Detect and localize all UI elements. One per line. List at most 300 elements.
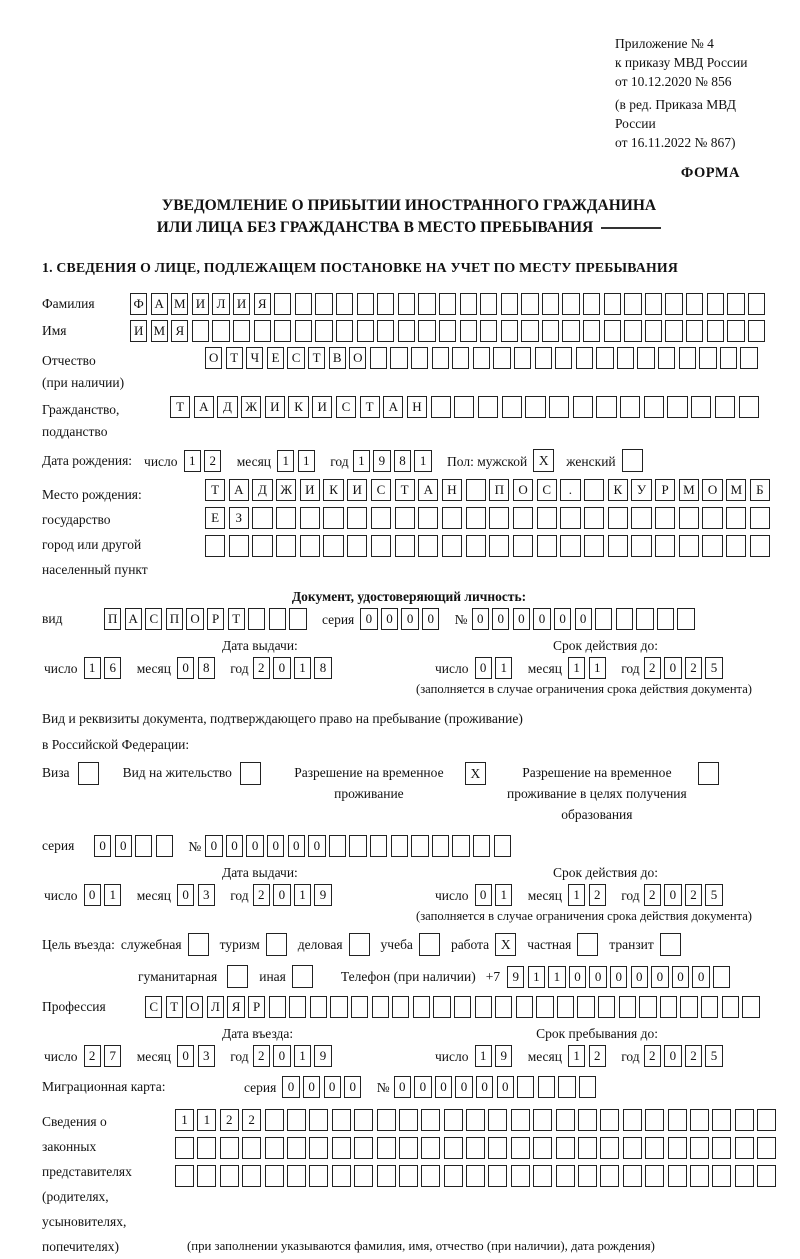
char-cell[interactable]: Н	[407, 396, 427, 418]
char-cell[interactable]	[511, 1109, 530, 1131]
char-cell[interactable]	[757, 1165, 776, 1187]
char-cell[interactable]: М	[151, 320, 168, 342]
char-cell[interactable]: 0	[651, 966, 668, 988]
char-cell[interactable]: А	[383, 396, 403, 418]
char-cell[interactable]	[330, 996, 347, 1018]
char-cell[interactable]: 7	[104, 1045, 121, 1067]
char-cell[interactable]: 1	[568, 884, 585, 906]
char-cell[interactable]: Т	[170, 396, 190, 418]
char-cell[interactable]: Т	[166, 996, 183, 1018]
char-cell[interactable]	[668, 1165, 687, 1187]
char-cell[interactable]: 1	[298, 450, 315, 472]
char-cell[interactable]	[511, 1137, 530, 1159]
char-cell[interactable]	[516, 996, 533, 1018]
char-cell[interactable]	[619, 996, 636, 1018]
char-cell[interactable]	[233, 320, 250, 342]
char-cell[interactable]	[655, 535, 675, 557]
char-cell[interactable]: 0	[610, 966, 627, 988]
purpose-humanitarian-checkbox[interactable]	[227, 965, 248, 988]
char-cell[interactable]	[265, 1165, 284, 1187]
char-cell[interactable]	[533, 1137, 552, 1159]
char-cell[interactable]	[655, 507, 675, 529]
char-cell[interactable]	[398, 293, 415, 315]
char-cell[interactable]: 0	[569, 966, 586, 988]
char-cell[interactable]	[494, 835, 511, 857]
char-cell[interactable]	[690, 1165, 709, 1187]
char-cell[interactable]	[608, 535, 628, 557]
char-cell[interactable]	[315, 293, 332, 315]
char-cell[interactable]	[431, 396, 451, 418]
char-cell[interactable]	[460, 320, 477, 342]
char-cell[interactable]	[399, 1165, 418, 1187]
char-cell[interactable]	[501, 320, 518, 342]
char-cell[interactable]	[757, 1137, 776, 1159]
char-cell[interactable]	[466, 479, 486, 501]
char-cell[interactable]	[726, 507, 746, 529]
char-cell[interactable]	[645, 293, 662, 315]
char-cell[interactable]	[377, 1165, 396, 1187]
char-cell[interactable]: В	[329, 347, 346, 369]
char-cell[interactable]	[623, 1109, 642, 1131]
char-cell[interactable]	[712, 1137, 731, 1159]
char-cell[interactable]: С	[371, 479, 391, 501]
char-cell[interactable]: .	[560, 479, 580, 501]
visa-checkbox[interactable]	[78, 762, 99, 785]
char-cell[interactable]	[562, 293, 579, 315]
char-cell[interactable]: 0	[177, 657, 194, 679]
char-cell[interactable]	[727, 293, 744, 315]
char-cell[interactable]	[269, 996, 286, 1018]
char-cell[interactable]	[578, 1109, 597, 1131]
char-cell[interactable]	[421, 1165, 440, 1187]
char-cell[interactable]	[421, 1137, 440, 1159]
char-cell[interactable]: С	[145, 996, 162, 1018]
char-cell[interactable]	[623, 1165, 642, 1187]
char-cell[interactable]: Я	[254, 293, 271, 315]
char-cell[interactable]	[707, 320, 724, 342]
char-cell[interactable]	[399, 1109, 418, 1131]
char-cell[interactable]	[192, 320, 209, 342]
char-cell[interactable]	[354, 1109, 373, 1131]
char-cell[interactable]	[576, 347, 593, 369]
char-cell[interactable]	[560, 507, 580, 529]
char-cell[interactable]	[295, 320, 312, 342]
char-cell[interactable]	[488, 1137, 507, 1159]
char-cell[interactable]	[542, 293, 559, 315]
char-cell[interactable]	[556, 1165, 575, 1187]
char-cell[interactable]: 9	[495, 1045, 512, 1067]
char-cell[interactable]: 9	[314, 1045, 331, 1067]
char-cell[interactable]: 9	[373, 450, 390, 472]
char-cell[interactable]	[707, 293, 724, 315]
char-cell[interactable]	[735, 1165, 754, 1187]
char-cell[interactable]	[525, 396, 545, 418]
char-cell[interactable]	[466, 1165, 485, 1187]
char-cell[interactable]	[444, 1109, 463, 1131]
char-cell[interactable]: 3	[198, 1045, 215, 1067]
char-cell[interactable]	[596, 347, 613, 369]
char-cell[interactable]	[390, 347, 407, 369]
char-cell[interactable]: 9	[314, 884, 331, 906]
char-cell[interactable]	[175, 1137, 194, 1159]
char-cell[interactable]: 2	[644, 657, 661, 679]
char-cell[interactable]	[750, 507, 770, 529]
char-cell[interactable]	[722, 996, 739, 1018]
char-cell[interactable]	[735, 1109, 754, 1131]
char-cell[interactable]	[347, 507, 367, 529]
char-cell[interactable]	[489, 507, 509, 529]
char-cell[interactable]: 1	[277, 450, 294, 472]
char-cell[interactable]	[466, 1109, 485, 1131]
char-cell[interactable]	[639, 996, 656, 1018]
char-cell[interactable]	[537, 507, 557, 529]
char-cell[interactable]: 1	[294, 884, 311, 906]
char-cell[interactable]: 0	[497, 1076, 514, 1098]
char-cell[interactable]: 2	[685, 884, 702, 906]
char-cell[interactable]	[513, 507, 533, 529]
char-cell[interactable]	[332, 1165, 351, 1187]
char-cell[interactable]: 3	[198, 884, 215, 906]
char-cell[interactable]	[480, 293, 497, 315]
char-cell[interactable]	[300, 507, 320, 529]
char-cell[interactable]	[274, 320, 291, 342]
char-cell[interactable]	[583, 293, 600, 315]
char-cell[interactable]: П	[104, 608, 121, 630]
char-cell[interactable]: Т	[308, 347, 325, 369]
char-cell[interactable]	[680, 996, 697, 1018]
char-cell[interactable]: 1	[475, 1045, 492, 1067]
char-cell[interactable]	[452, 835, 469, 857]
char-cell[interactable]: И	[130, 320, 147, 342]
char-cell[interactable]: 0	[324, 1076, 341, 1098]
char-cell[interactable]: 6	[104, 657, 121, 679]
char-cell[interactable]	[521, 320, 538, 342]
char-cell[interactable]: 1	[495, 884, 512, 906]
male-checkbox[interactable]: X	[533, 449, 554, 472]
char-cell[interactable]	[332, 1109, 351, 1131]
char-cell[interactable]	[466, 535, 486, 557]
char-cell[interactable]: 1	[568, 1045, 585, 1067]
char-cell[interactable]	[660, 996, 677, 1018]
char-cell[interactable]: 0	[177, 884, 194, 906]
char-cell[interactable]: С	[336, 396, 356, 418]
char-cell[interactable]: 8	[394, 450, 411, 472]
char-cell[interactable]	[391, 835, 408, 857]
char-cell[interactable]: 1	[294, 657, 311, 679]
char-cell[interactable]	[624, 320, 641, 342]
char-cell[interactable]: Л	[212, 293, 229, 315]
char-cell[interactable]	[690, 1109, 709, 1131]
char-cell[interactable]: 0	[575, 608, 592, 630]
char-cell[interactable]: Ф	[130, 293, 147, 315]
char-cell[interactable]: 0	[414, 1076, 431, 1098]
char-cell[interactable]	[542, 320, 559, 342]
char-cell[interactable]	[691, 396, 711, 418]
char-cell[interactable]	[533, 1109, 552, 1131]
char-cell[interactable]	[579, 1076, 596, 1098]
char-cell[interactable]	[395, 507, 415, 529]
temp-residence-edu-checkbox[interactable]	[698, 762, 719, 785]
char-cell[interactable]: А	[151, 293, 168, 315]
char-cell[interactable]	[702, 535, 722, 557]
char-cell[interactable]	[600, 1137, 619, 1159]
char-cell[interactable]: 1	[568, 657, 585, 679]
char-cell[interactable]: Т	[228, 608, 245, 630]
char-cell[interactable]	[276, 535, 296, 557]
char-cell[interactable]	[598, 996, 615, 1018]
char-cell[interactable]	[536, 996, 553, 1018]
char-cell[interactable]	[452, 347, 469, 369]
char-cell[interactable]	[596, 396, 616, 418]
char-cell[interactable]	[329, 835, 346, 857]
char-cell[interactable]	[493, 347, 510, 369]
char-cell[interactable]	[370, 347, 387, 369]
char-cell[interactable]	[667, 396, 687, 418]
char-cell[interactable]: И	[265, 396, 285, 418]
female-checkbox[interactable]	[622, 449, 643, 472]
char-cell[interactable]	[699, 347, 716, 369]
char-cell[interactable]	[480, 320, 497, 342]
char-cell[interactable]	[287, 1109, 306, 1131]
char-cell[interactable]	[347, 535, 367, 557]
char-cell[interactable]: О	[205, 347, 222, 369]
char-cell[interactable]: К	[608, 479, 628, 501]
char-cell[interactable]: Ж	[241, 396, 261, 418]
char-cell[interactable]	[418, 535, 438, 557]
char-cell[interactable]	[377, 1137, 396, 1159]
char-cell[interactable]: Я	[227, 996, 244, 1018]
char-cell[interactable]	[537, 535, 557, 557]
char-cell[interactable]	[631, 535, 651, 557]
char-cell[interactable]: О	[702, 479, 722, 501]
char-cell[interactable]	[398, 320, 415, 342]
char-cell[interactable]	[439, 293, 456, 315]
char-cell[interactable]: П	[166, 608, 183, 630]
char-cell[interactable]: 0	[476, 1076, 493, 1098]
char-cell[interactable]	[323, 507, 343, 529]
char-cell[interactable]: Ч	[246, 347, 263, 369]
char-cell[interactable]	[377, 293, 394, 315]
char-cell[interactable]: 0	[360, 608, 377, 630]
char-cell[interactable]: 0	[554, 608, 571, 630]
char-cell[interactable]: А	[194, 396, 214, 418]
char-cell[interactable]: 1	[184, 450, 201, 472]
char-cell[interactable]: 1	[495, 657, 512, 679]
char-cell[interactable]	[739, 396, 759, 418]
char-cell[interactable]	[645, 320, 662, 342]
char-cell[interactable]	[502, 396, 522, 418]
char-cell[interactable]: О	[349, 347, 366, 369]
char-cell[interactable]	[309, 1137, 328, 1159]
purpose-transit-checkbox[interactable]	[660, 933, 681, 956]
char-cell[interactable]	[442, 507, 462, 529]
char-cell[interactable]	[645, 1137, 664, 1159]
purpose-other-checkbox[interactable]	[292, 965, 313, 988]
purpose-official-checkbox[interactable]	[188, 933, 209, 956]
char-cell[interactable]	[740, 347, 757, 369]
char-cell[interactable]	[631, 507, 651, 529]
char-cell[interactable]	[489, 535, 509, 557]
char-cell[interactable]	[577, 996, 594, 1018]
char-cell[interactable]: 2	[253, 884, 270, 906]
char-cell[interactable]	[197, 1137, 216, 1159]
char-cell[interactable]: О	[186, 996, 203, 1018]
char-cell[interactable]	[274, 293, 291, 315]
purpose-work-checkbox[interactable]: X	[495, 933, 516, 956]
char-cell[interactable]	[701, 996, 718, 1018]
char-cell[interactable]	[332, 1137, 351, 1159]
char-cell[interactable]: 5	[705, 1045, 722, 1067]
char-cell[interactable]	[573, 396, 593, 418]
char-cell[interactable]	[466, 1137, 485, 1159]
char-cell[interactable]: 0	[664, 657, 681, 679]
char-cell[interactable]	[712, 1109, 731, 1131]
char-cell[interactable]	[583, 320, 600, 342]
char-cell[interactable]: 2	[204, 450, 221, 472]
char-cell[interactable]: Т	[360, 396, 380, 418]
char-cell[interactable]: И	[300, 479, 320, 501]
char-cell[interactable]	[636, 608, 653, 630]
char-cell[interactable]	[608, 507, 628, 529]
char-cell[interactable]	[488, 1165, 507, 1187]
char-cell[interactable]	[254, 320, 271, 342]
char-cell[interactable]: С	[537, 479, 557, 501]
char-cell[interactable]	[432, 347, 449, 369]
char-cell[interactable]: 2	[220, 1109, 239, 1131]
char-cell[interactable]	[220, 1137, 239, 1159]
char-cell[interactable]: З	[229, 507, 249, 529]
char-cell[interactable]	[686, 320, 703, 342]
char-cell[interactable]: 0	[394, 1076, 411, 1098]
char-cell[interactable]: 0	[589, 966, 606, 988]
char-cell[interactable]: 2	[242, 1109, 261, 1131]
char-cell[interactable]	[679, 507, 699, 529]
char-cell[interactable]	[242, 1137, 261, 1159]
char-cell[interactable]	[616, 608, 633, 630]
char-cell[interactable]	[735, 1137, 754, 1159]
char-cell[interactable]: Б	[750, 479, 770, 501]
char-cell[interactable]: 9	[507, 966, 524, 988]
char-cell[interactable]	[584, 507, 604, 529]
char-cell[interactable]	[197, 1165, 216, 1187]
char-cell[interactable]: Е	[205, 507, 225, 529]
purpose-business-checkbox[interactable]	[349, 933, 370, 956]
char-cell[interactable]: 1	[84, 657, 101, 679]
char-cell[interactable]: О	[186, 608, 203, 630]
char-cell[interactable]: 0	[288, 835, 305, 857]
char-cell[interactable]	[395, 535, 415, 557]
char-cell[interactable]	[351, 996, 368, 1018]
char-cell[interactable]	[644, 396, 664, 418]
char-cell[interactable]	[620, 396, 640, 418]
char-cell[interactable]	[533, 1165, 552, 1187]
char-cell[interactable]: И	[233, 293, 250, 315]
char-cell[interactable]	[556, 1109, 575, 1131]
char-cell[interactable]	[411, 835, 428, 857]
char-cell[interactable]	[377, 1109, 396, 1131]
char-cell[interactable]	[584, 535, 604, 557]
char-cell[interactable]	[712, 1165, 731, 1187]
char-cell[interactable]: Д	[252, 479, 272, 501]
char-cell[interactable]	[715, 396, 735, 418]
char-cell[interactable]	[657, 608, 674, 630]
char-cell[interactable]: 0	[267, 835, 284, 857]
char-cell[interactable]: 1	[528, 966, 545, 988]
char-cell[interactable]	[584, 479, 604, 501]
char-cell[interactable]: 2	[589, 1045, 606, 1067]
char-cell[interactable]: 0	[273, 1045, 290, 1067]
char-cell[interactable]	[665, 320, 682, 342]
purpose-tourism-checkbox[interactable]	[266, 933, 287, 956]
char-cell[interactable]	[623, 1137, 642, 1159]
char-cell[interactable]: Р	[207, 608, 224, 630]
char-cell[interactable]: Е	[267, 347, 284, 369]
char-cell[interactable]: 1	[197, 1109, 216, 1131]
char-cell[interactable]: Н	[442, 479, 462, 501]
char-cell[interactable]	[418, 320, 435, 342]
char-cell[interactable]: 0	[273, 884, 290, 906]
char-cell[interactable]: С	[287, 347, 304, 369]
char-cell[interactable]	[357, 293, 374, 315]
char-cell[interactable]	[439, 320, 456, 342]
char-cell[interactable]	[372, 996, 389, 1018]
char-cell[interactable]	[514, 347, 531, 369]
char-cell[interactable]: 1	[353, 450, 370, 472]
char-cell[interactable]: 0	[344, 1076, 361, 1098]
char-cell[interactable]: 0	[475, 884, 492, 906]
char-cell[interactable]: 0	[455, 1076, 472, 1098]
char-cell[interactable]: 8	[198, 657, 215, 679]
char-cell[interactable]	[578, 1137, 597, 1159]
char-cell[interactable]	[624, 293, 641, 315]
char-cell[interactable]	[336, 320, 353, 342]
char-cell[interactable]: 0	[282, 1076, 299, 1098]
char-cell[interactable]	[549, 396, 569, 418]
char-cell[interactable]	[454, 996, 471, 1018]
residence-permit-checkbox[interactable]	[240, 762, 261, 785]
char-cell[interactable]	[212, 320, 229, 342]
char-cell[interactable]	[421, 1109, 440, 1131]
char-cell[interactable]	[679, 347, 696, 369]
char-cell[interactable]	[555, 347, 572, 369]
char-cell[interactable]	[323, 535, 343, 557]
char-cell[interactable]: К	[288, 396, 308, 418]
char-cell[interactable]	[686, 293, 703, 315]
char-cell[interactable]	[726, 535, 746, 557]
char-cell[interactable]	[748, 293, 765, 315]
char-cell[interactable]	[560, 535, 580, 557]
char-cell[interactable]: 0	[435, 1076, 452, 1098]
char-cell[interactable]: 2	[685, 657, 702, 679]
char-cell[interactable]: 1	[294, 1045, 311, 1067]
char-cell[interactable]: 0	[308, 835, 325, 857]
char-cell[interactable]: 1	[589, 657, 606, 679]
char-cell[interactable]	[418, 293, 435, 315]
char-cell[interactable]: 1	[175, 1109, 194, 1131]
char-cell[interactable]	[473, 347, 490, 369]
char-cell[interactable]: И	[192, 293, 209, 315]
char-cell[interactable]	[727, 320, 744, 342]
char-cell[interactable]: 0	[475, 657, 492, 679]
char-cell[interactable]: 1	[414, 450, 431, 472]
char-cell[interactable]	[252, 535, 272, 557]
char-cell[interactable]: 0	[664, 884, 681, 906]
char-cell[interactable]	[371, 535, 391, 557]
char-cell[interactable]: 0	[246, 835, 263, 857]
char-cell[interactable]	[460, 293, 477, 315]
char-cell[interactable]	[645, 1109, 664, 1131]
char-cell[interactable]	[454, 396, 474, 418]
